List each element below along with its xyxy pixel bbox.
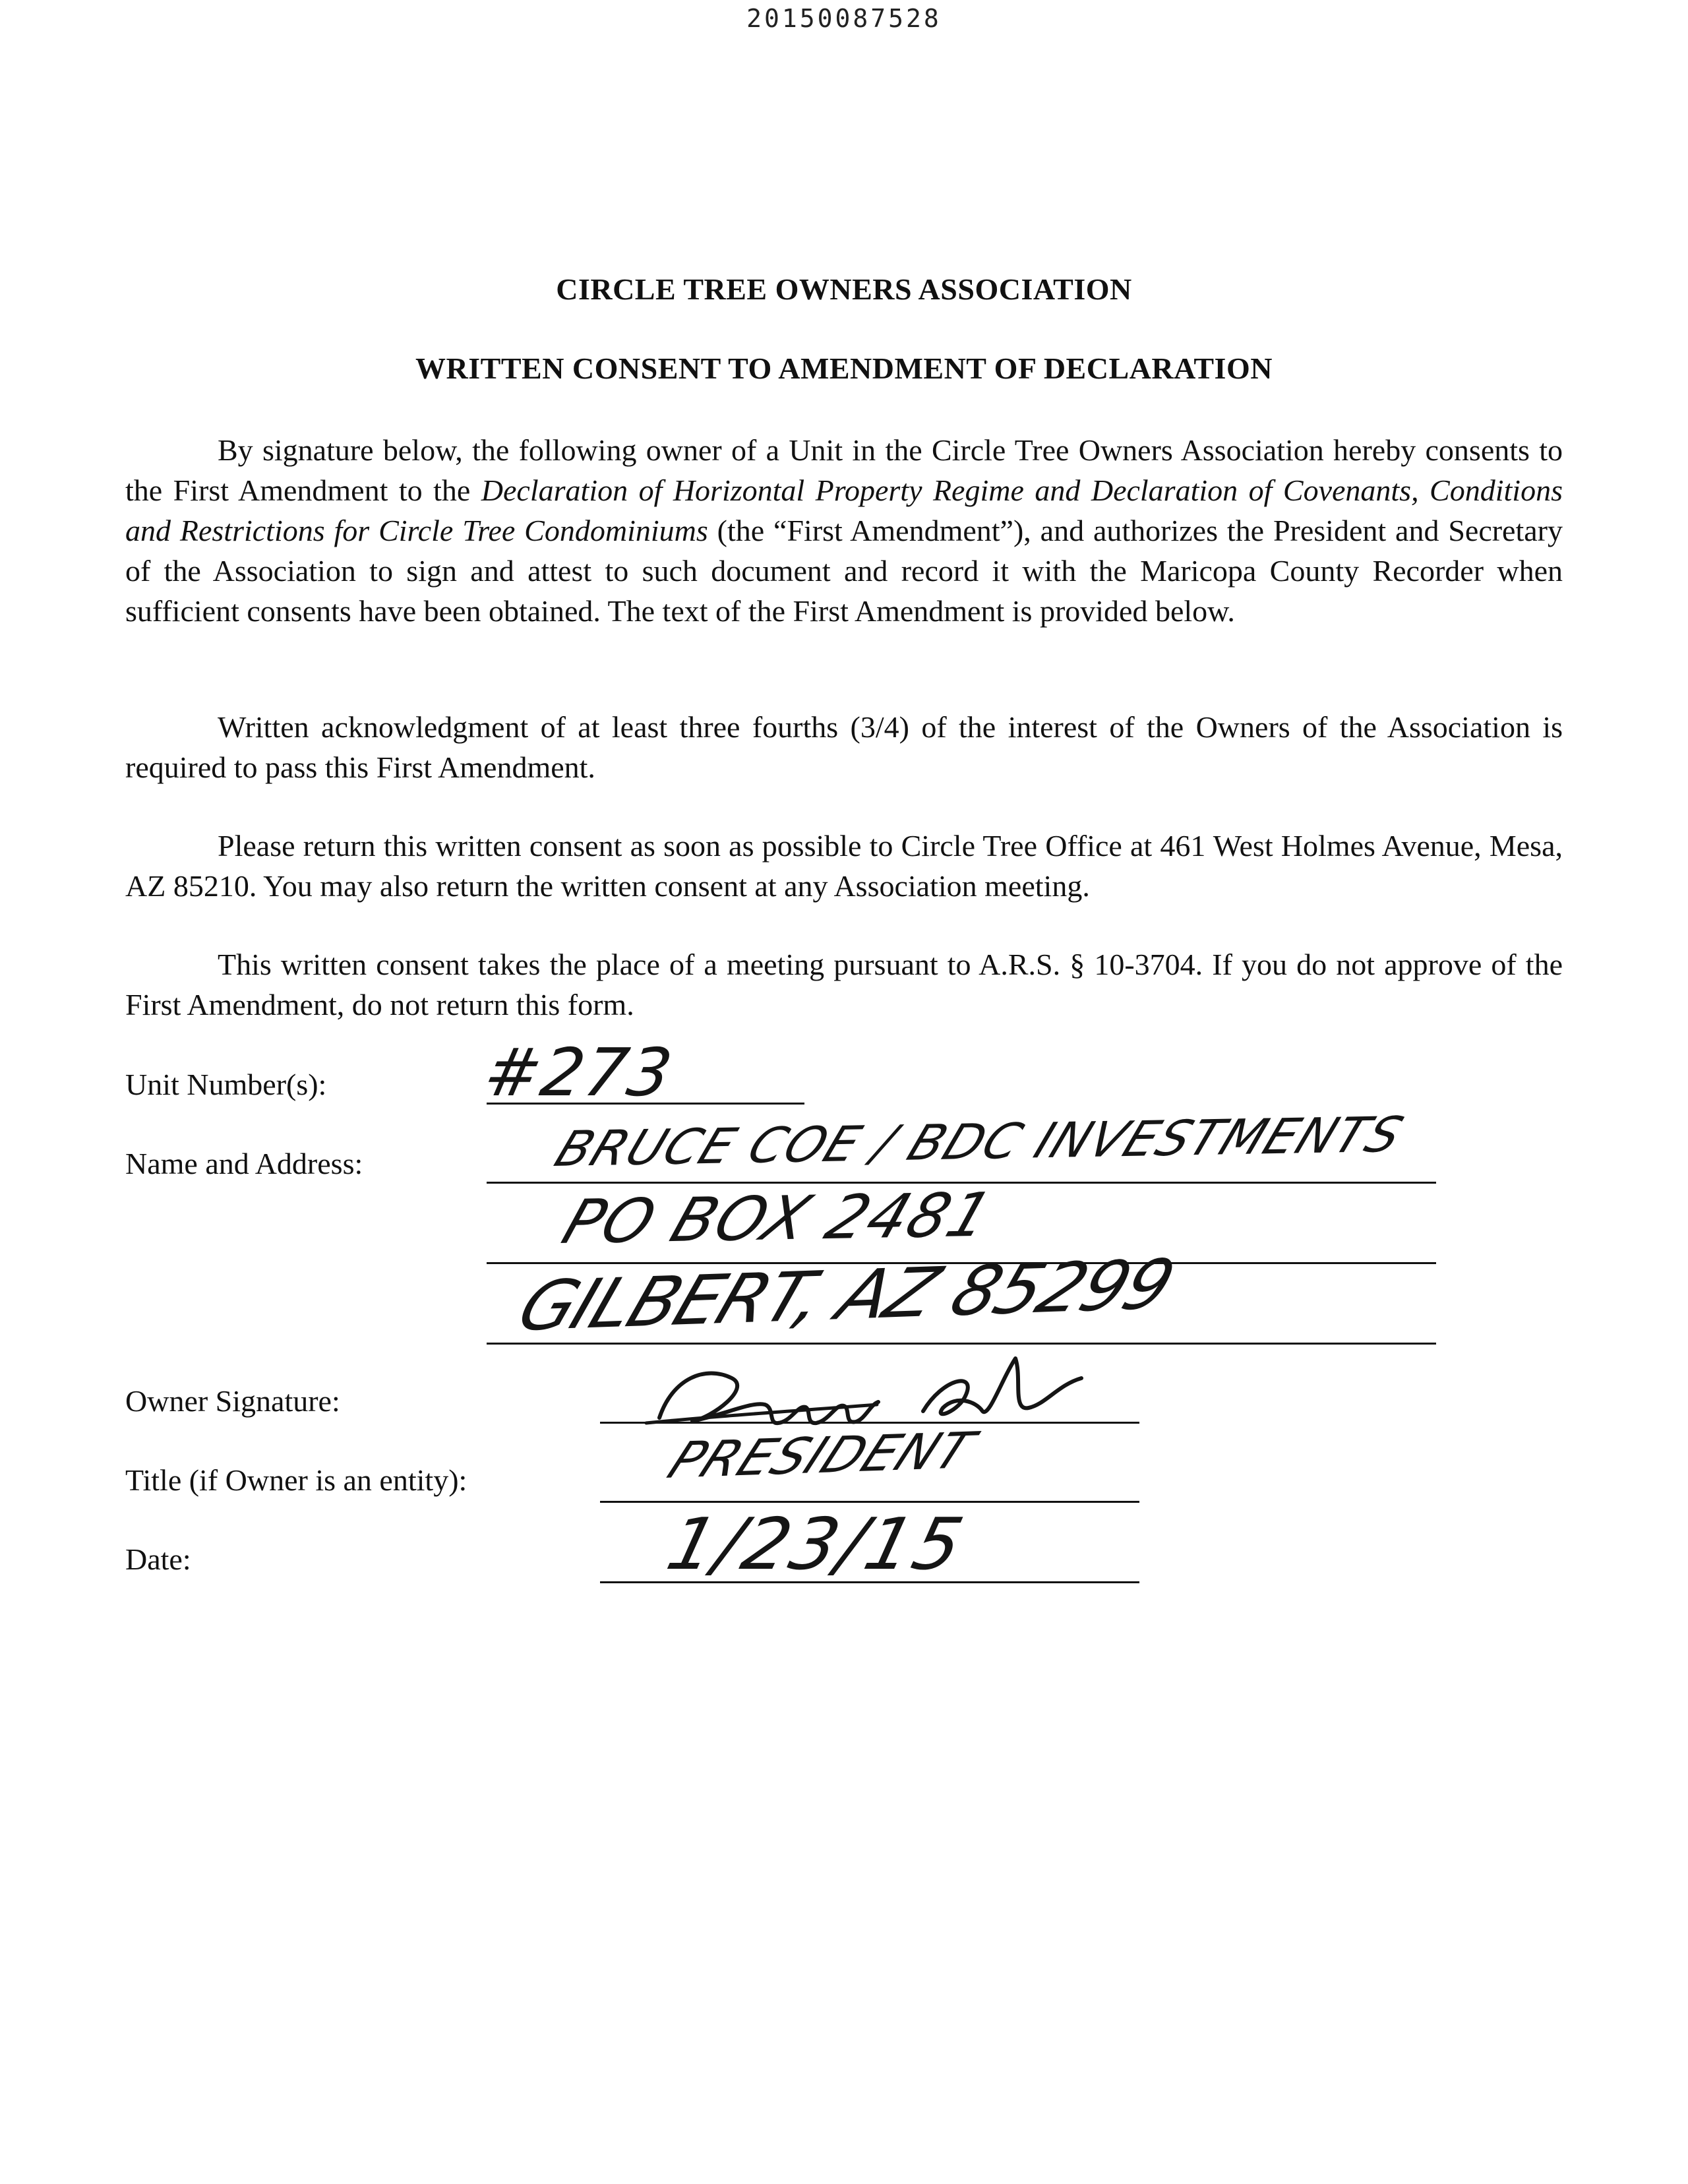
owner-title-label: Title (if Owner is an entity): — [125, 1463, 467, 1497]
consent-paragraph-lead: By signature below, the following owner of a Unit in the Circle Tree Owners Association hereby consents to the First Amendment to the — [125, 433, 1563, 507]
date-handwritten: 1/23/15 — [659, 1503, 973, 1586]
address-line-2-handwritten: GILBERT, AZ 85299 — [508, 1244, 1185, 1347]
unit-number-handwritten: #273 — [479, 1034, 679, 1111]
meeting-substitute-paragraph — [125, 944, 1563, 1025]
recording-number: 20150087528 — [746, 4, 942, 33]
consent-paragraph — [125, 430, 1563, 631]
return-instructions-text: Please return this written consent as soon as possible to Circle Tree Office at 461 West Holmes Avenue, Mesa, AZ 85210. You may also return the written consent at any Association meeting. — [125, 829, 1563, 903]
unit-number-label: Unit Number(s): — [125, 1068, 327, 1101]
address-line-1-handwritten: PO BOX 2481 — [554, 1179, 1002, 1258]
owner-signature-label: Owner Signature: — [125, 1384, 340, 1418]
consent-paragraph-tail: (the “First Amendment”), and authorizes the President and Secretary of the Association to sign and attest to such document and record it with the Maricopa County Recorder when sufficient consents have been obtained. The text of the First Amendment is provided below. — [125, 514, 1563, 628]
owner-title-line — [600, 1501, 1139, 1503]
owner-name-handwritten: BRUCE COE / BDC INVESTMENTS — [547, 1106, 1412, 1178]
document-title: CIRCLE TREE OWNERS ASSOCIATION — [556, 272, 1132, 306]
document-subtitle: WRITTEN CONSENT TO AMENDMENT OF DECLARATION — [415, 351, 1273, 385]
acknowledgment-paragraph — [125, 707, 1563, 787]
declaration-title: Declaration of Horizontal Property Regime and Declaration of Covenants, Conditions and Restrictions for Circle Tree Condominiums — [125, 473, 1563, 547]
meeting-substitute-text: This written consent takes the place of a meeting pursuant to A.R.S. § 10-3704. If you do not approve of the First Amendment, do not return this form. — [125, 948, 1563, 1021]
acknowledgment-text: Written acknowledgment of at least three fourths (3/4) of the interest of the Owners of the Association is required to pass this First Amendment. — [125, 710, 1563, 784]
name-address-label: Name and Address: — [125, 1147, 363, 1180]
return-instructions-paragraph — [125, 826, 1563, 906]
date-label: Date: — [125, 1542, 191, 1576]
owner-title-handwritten: PRESIDENT — [659, 1420, 984, 1490]
